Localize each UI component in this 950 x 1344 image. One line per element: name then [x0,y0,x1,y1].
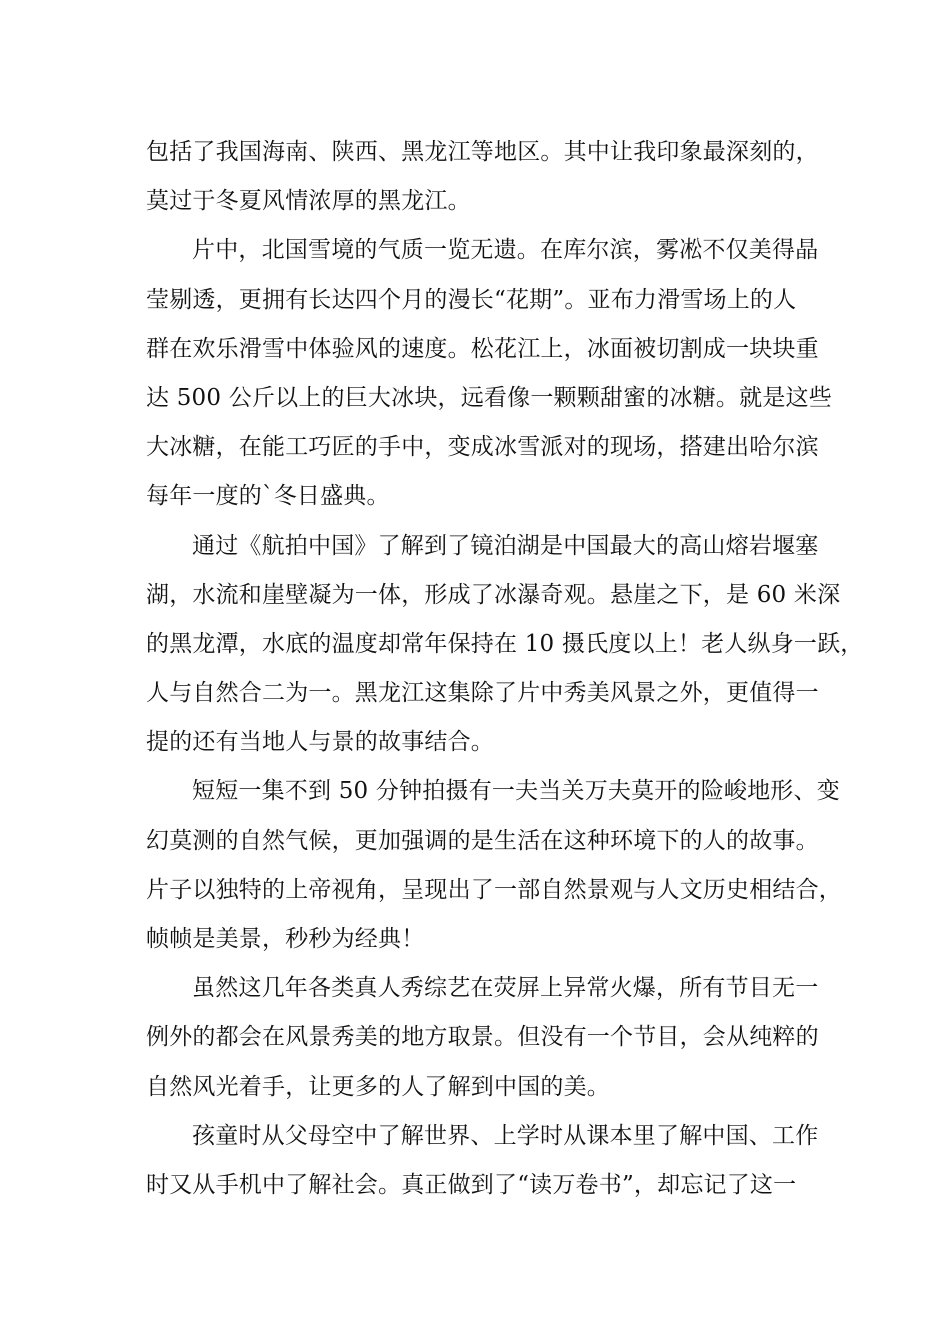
text-line: 时又从手机中了解社会。真正做到了“读万卷书”，却忘记了这一 [146,1171,797,1198]
text-line: 莫过于冬夏风情浓厚的黑龙江。 [146,188,471,215]
text-line: 人与自然合二为一。黑龙江这集除了片中秀美风景之外，更值得一 [146,680,819,707]
text-line: 包括了我国海南、陕西、黑龙江等地区。其中让我印象最深刻的， [146,139,819,165]
text-line: 群在欢乐滑雪中体验风的速度。松花江上，冰面被切割成一块块重 [146,335,819,362]
text-line: 帧帧是美景，秒秒为经典！ [146,926,425,952]
text-line: 湖，水流和崖壁凝为一体，形成了冰瀑奇观。悬崖之下，是 60 米深 [146,581,841,608]
paragraph-start-line: 通过《航拍中国》了解到了镜泊湖是中国最大的高山熔岩堰塞 [192,532,819,559]
text-line: 每年一度的`冬日盛典。 [146,483,390,510]
text-line: 例外的都会在风景秀美的地方取景。但没有一个节目，会从纯粹的 [146,1024,819,1051]
text-line: 提的还有当地人与景的故事结合。 [146,729,494,756]
paragraph-start-line: 片中，北国雪境的气质一览无遗。在库尔滨，雾凇不仅美得晶 [192,237,819,264]
text-line: 片子以独特的上帝视角，呈现出了一部自然景观与人文历史相结合， [146,876,842,903]
paragraph-start-line: 短短一集不到 50 分钟拍摄有一夫当关万夫莫开的险峻地形、变 [192,778,840,805]
text-line: 大冰糖，在能工巧匠的手中，变成冰雪派对的现场，搭建出哈尔滨 [146,434,819,461]
text-line: 达 500 公斤以上的巨大冰块，远看像一颗颗甜蜜的冰糖。就是这些 [146,384,832,411]
text-line: 自然风光着手，让更多的人了解到中国的美。 [146,1073,610,1100]
paragraph-start-line: 虽然这几年各类真人秀综艺在荧屏上异常火爆，所有节目无一 [192,975,819,1002]
text-line: 莹剔透，更拥有长达四个月的漫长“花期”。亚布力滑雪场上的人 [146,286,797,313]
paragraph-start-line: 孩童时从父母空中了解世界、上学时从课本里了解中国、工作 [192,1122,819,1149]
text-line: 的黑龙潭，水底的温度却常年保持在 10 摄氏度以上！老人纵身一跃， [146,630,864,657]
document-body [146,128,864,1210]
text-line: 幻莫测的自然气候，更加强调的是生活在这种环境下的人的故事。 [146,827,819,854]
